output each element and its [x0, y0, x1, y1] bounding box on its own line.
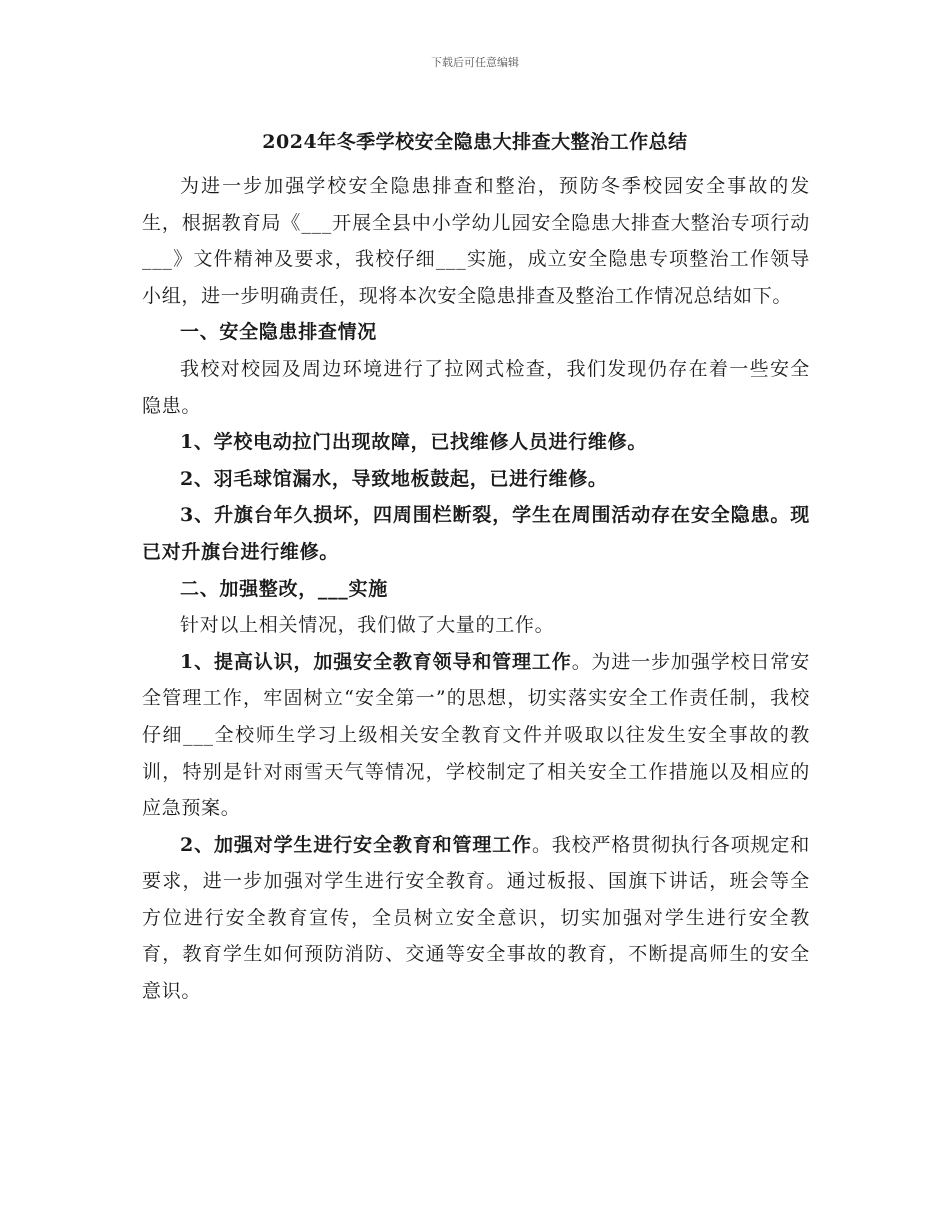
page-header: 下载后可任意编辑: [431, 56, 519, 69]
section1-item-2: 2、羽毛球馆漏水，导致地板鼓起，已进行维修。: [180, 467, 608, 490]
section1-item-1: 1、学校电动拉门出现故障，已找维修人员进行维修。: [180, 431, 648, 454]
section2-heading: 二、加强整改，___实施: [180, 577, 388, 600]
section1-lead: 我校对校园及周边环境进行了拉网式检查，我们发现仍存在着一些安全隐患。: [142, 357, 810, 417]
document-title: 2024年冬季学校安全隐患大排查大整治工作总结: [262, 131, 688, 153]
section2-paragraph-2: [142, 827, 810, 1010]
paragraph-1-text: 。为进一步加强学校日常安全管理工作，牢固树立“安全第一”的思想，切实落实安全工作责任制，我校仔细___全校师生学习上级相关安全教育文件并吸取以往发生安全事故的教训，特别是针对雨雪天气等情况，学校制定了相关安全工作措施以及相应的应急预案。: [142, 650, 810, 820]
paragraph-2-heading: 2、加强对学生进行安全教育和管理工作: [180, 833, 532, 856]
section2-paragraph-1: [142, 644, 810, 827]
paragraph-2-text: 。我校严格贯彻执行各项规定和要求，进一步加强对学生进行安全教育。通过板报、国旗下讲话，班会等全方位进行安全教育宣传，全员树立安全意识，切实加强对学生进行安全教育，教育学生如何预防消防、交通等安全事故的教育，不断提高师生的安全意识。: [142, 833, 810, 1003]
intro-paragraph: 为进一步加强学校安全隐患排查和整治，预防冬季校园安全事故的发生，根据教育局《___开展全县中小学幼儿园安全隐患大排查大整治专项行动___》文件精神及要求，我校仔细___实施，成立安全隐患专项整治工作领导小组，进一步明确责任，现将本次安全隐患排查及整治工作情况总结如下。: [142, 175, 810, 307]
section1-heading: 一、安全隐患排查情况: [180, 321, 378, 344]
paragraph-1-heading: 1、提高认识，加强安全教育领导和管理工作: [180, 650, 572, 673]
section1-item-3: 3、升旗台年久损坏，四周围栏断裂，学生在周围活动存在安全隐患。现已对升旗台进行维修。: [142, 504, 810, 563]
section2-lead: 针对以上相关情况，我们做了大量的工作。: [180, 614, 555, 637]
document-body: [142, 168, 810, 1010]
